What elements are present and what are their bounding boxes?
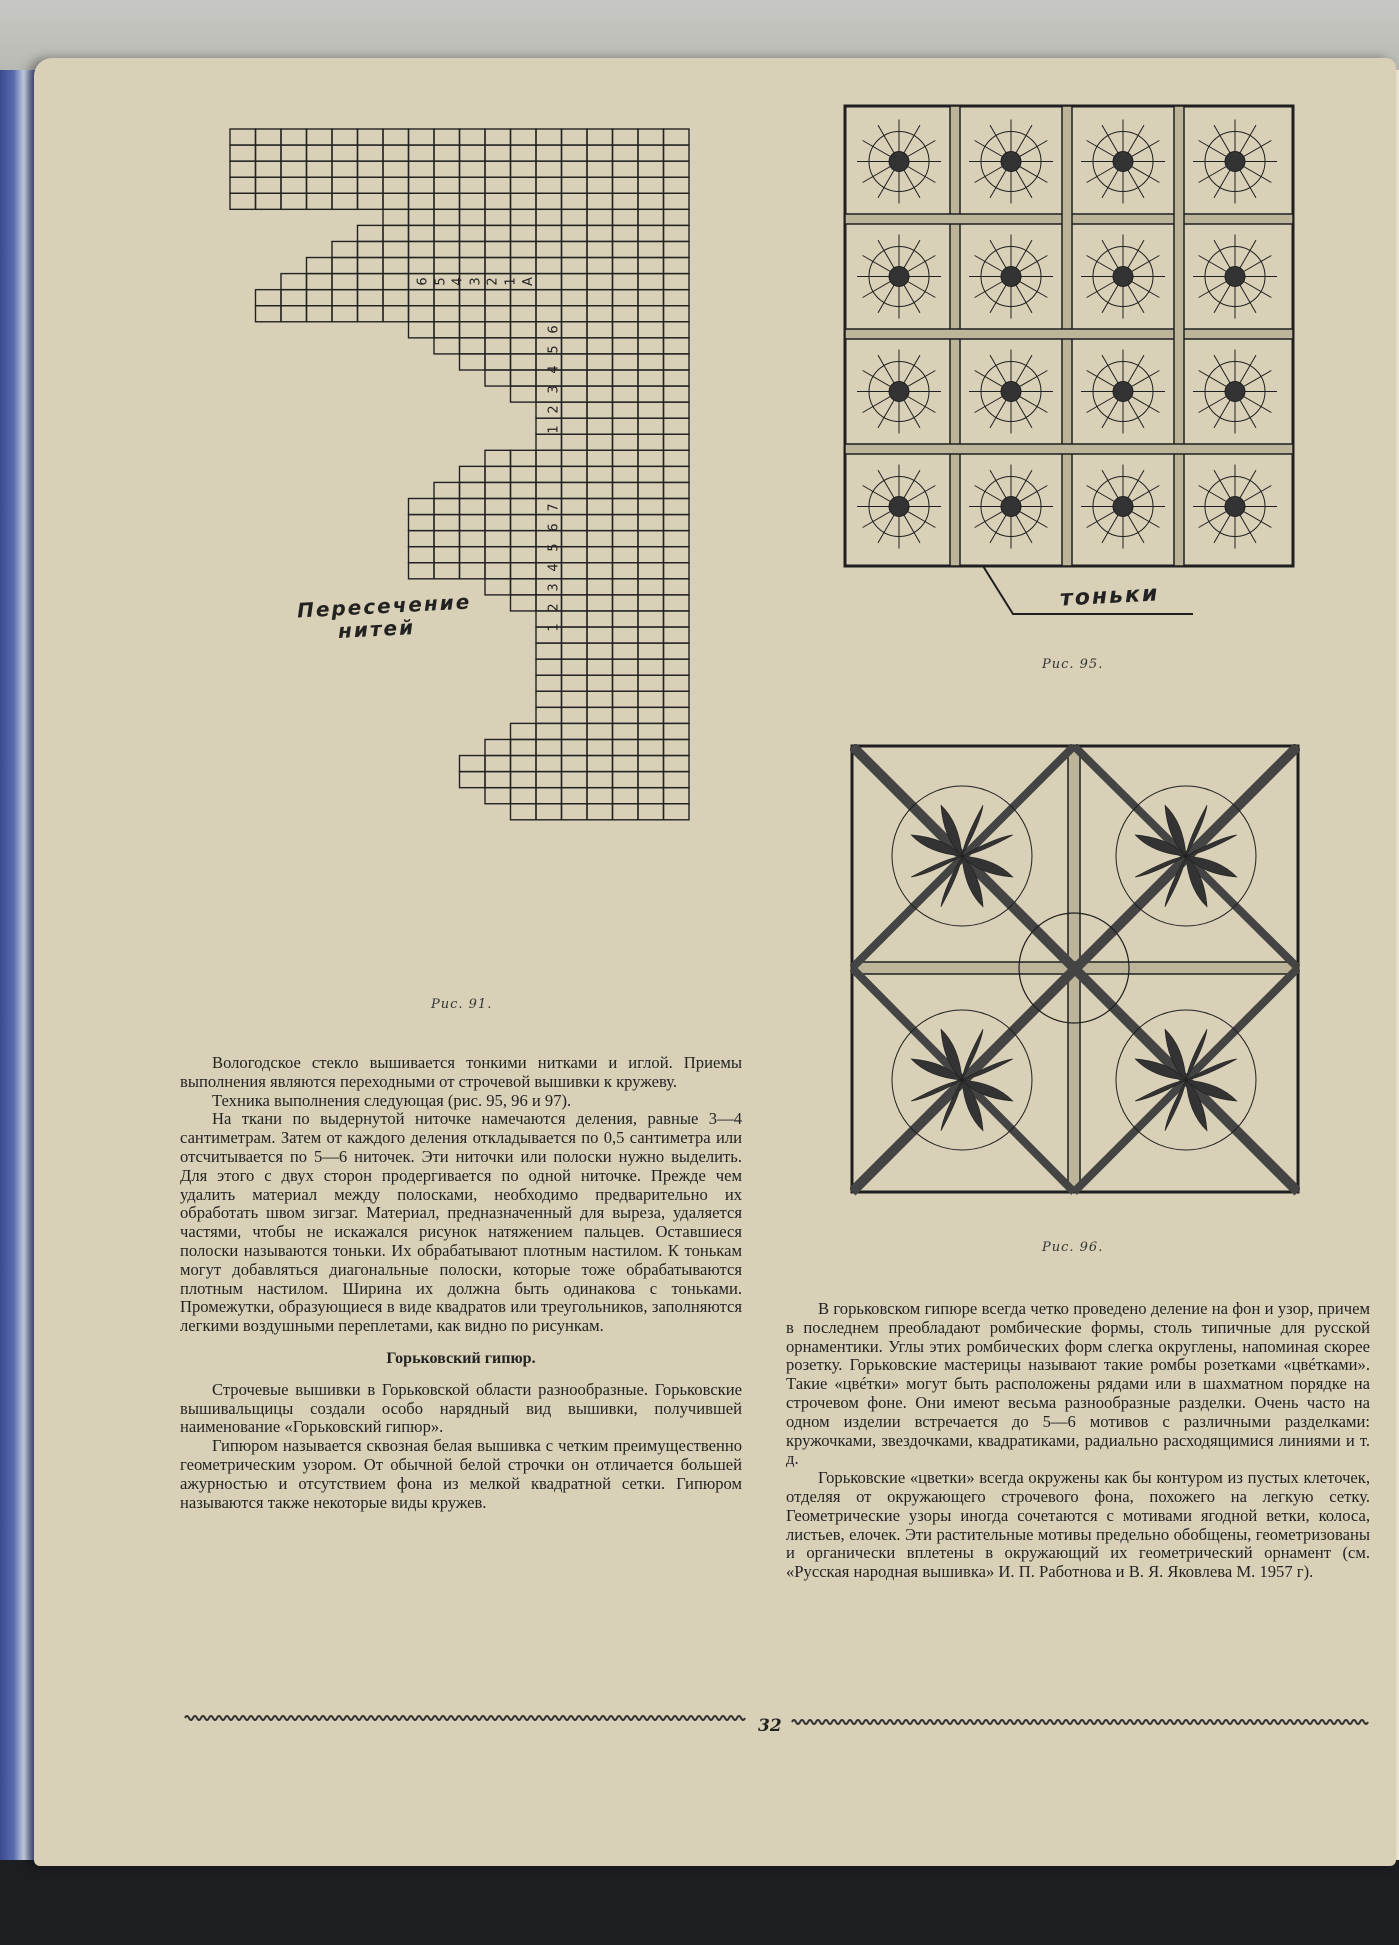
page-number: 32 <box>758 1716 782 1736</box>
left-text-column <box>180 1054 742 1512</box>
fig91-row-number: 3 <box>546 583 562 592</box>
fig91-row-number: 5 <box>546 345 562 354</box>
left-paragraph-3: На ткани по выдернутой ниточке намечаются деления, равные 3—4 сантиметрам. Затем от каждого деления откладывается по 0,5 сантиметра или отсчитывается по 5—6 ниточек. Эти ниточки или полоски нужно выделить. Для этого с двух сторон продергивается по одной ниточке. Прежде чем удалить материал между полосками, необходимо предварительно их обработать швом зигзаг. Материал, предназначенный для выреза, удаляется частями, чтобы не искажался рисунок натяжением пальцев. Оставшиеся полоски называются тоньки. Их обрабатывают плотным настилом. К тонькам могут добавляться диагональные полоски, которые тоже обрабатываются плотным настилом. Ширина их должна быть одинакова с тоньками. Промежутки, образующиеся в виде квадратов или треугольников, заполняются легкими воздушными переплетами, как видно по рисункам. <box>180 1109 742 1336</box>
fig91-row-number: 7 <box>546 503 562 512</box>
fig91-annotation-line1: Пересечение <box>296 589 472 623</box>
fig91-row-number: 5 <box>546 543 562 552</box>
fig95-label-tonki: тоньки <box>1059 581 1160 612</box>
right-paragraph-1: В горьковском гипюре всегда четко проведено деление на фон и узор, причем в последнем преобладают ромбические формы, столь типичные для русской орнаментики. Углы этих ромбических форм слегка округлены, напоминая скорее розетку. Горьковские мастерицы называют такие ромбы розетками «цвéтками». Такие «цвéтки» могут быть расположены рядами или в шахматном порядке на строчевом фоне. Они имеют весьма разнообразные разделки. Очень часто на одном изделии встречается до 5—6 мотивов с различными разделками: кружочками, звездочками, квадратиками, радиально расходящимися линиями и т. д. <box>786 1299 1370 1469</box>
fig91-row-number: 4 <box>546 365 562 374</box>
fig91-row-number: 3 <box>468 277 484 286</box>
left-paragraph-1: Вологодское стекло вышивается тонкими нитками и иглой. Приемы выполнения являются переходными от строчевой вышивки к кружеву. <box>180 1053 742 1091</box>
right-text-column <box>786 1300 1370 1582</box>
fig91-row-number: 6 <box>546 523 562 532</box>
fig96-lace-pattern <box>850 744 1300 1196</box>
fig91-row-number: 2 <box>546 405 562 414</box>
left-paragraph-4: Строчевые вышивки в Горьковской области разнообразные. Горьковские вышивальщицы создали особо нарядный вид вышивки, получившей наименование «Горьковский гипюр». <box>180 1379 742 1437</box>
fig91-row-number: 4 <box>546 563 562 572</box>
fig91-row-number: 6 <box>546 325 562 334</box>
fig95-lace-pattern <box>843 104 1297 624</box>
fig91-row-number: 5 <box>433 277 449 286</box>
fig91-row-number: 4 <box>450 277 466 286</box>
section-heading: Горьковский гипюр. <box>386 1349 536 1367</box>
left-paragraph-2: Техника выполнения следующая (рис. 95, 96 и 97). <box>212 1090 572 1110</box>
fig91-row-number: 3 <box>546 385 562 394</box>
fig91-row-number: 6 <box>415 277 431 286</box>
fig91-annotation-line2: нитей <box>337 615 416 643</box>
left-paragraph-5: Гипюром называется сквозная белая вышивка с четким преимущественно геометрическим узором. От обычной белой строчки он отличается большей ажурностью и отсутствием фона из мелкой квадратной сетки. Гипюром называются также некоторые виды кружев. <box>180 1436 742 1512</box>
fig91-row-number: А <box>520 277 536 286</box>
fig91-row-number: 2 <box>485 277 501 286</box>
fig91-grid-diagram <box>228 127 698 977</box>
fig91-row-number: 1 <box>546 425 562 434</box>
table-bottom <box>0 1860 1399 1945</box>
fig91-row-number: 1 <box>546 623 562 632</box>
fig91-caption: Рис. 91. <box>431 997 493 1012</box>
fig95-caption: Рис. 95. <box>1042 657 1104 672</box>
fig96-caption: Рис. 96. <box>1042 1240 1104 1255</box>
fig91-row-number: 2 <box>546 603 562 612</box>
right-paragraph-2: Горьковские «цветки» всегда окружены как бы контуром из пустых клеточек, отделяя от окружающего строчевого фона, похожего на легкую сетку. Геометрические узоры иногда сочетаются с мотивами ягодной ветки, колоса, листьев, елочек. Эти растительные мотивы предельно обобщены, геометризованы и органически вплетены в окружающий их геометрический орнамент (см. «Русская народная вышивка» И. П. Работнова и В. Я. Яковлева М. 1957 г). <box>786 1468 1370 1582</box>
fig91-row-number: 1 <box>503 277 519 286</box>
